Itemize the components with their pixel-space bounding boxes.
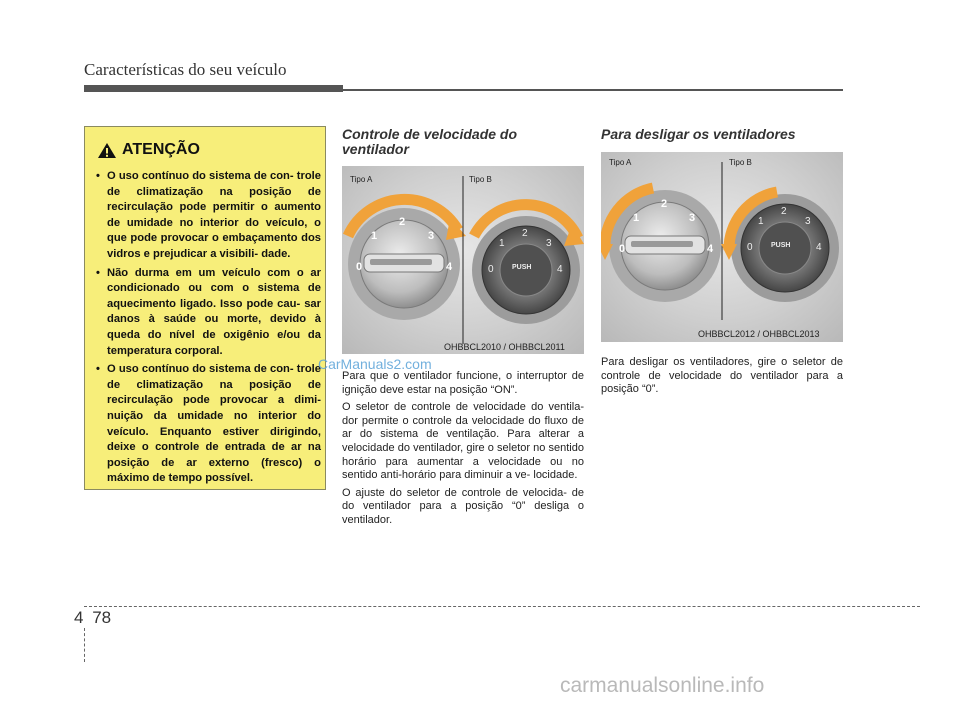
warning-item: • O uso contínuo do sistema de con- trole de climatização na posição de recirculação pode permitir o aumento de umidade no interior do veículo, o que pode provocar o embaçamento dos vidros e prejudicar a visibili- dade. xyxy=(93,169,321,263)
knob-b-number-2: 2 xyxy=(522,228,528,239)
knob-a-number-1: 1 xyxy=(633,212,640,224)
knob-a-number-4: 4 xyxy=(707,243,714,255)
photo-code: OHBBCL2012 / OHBBCL2013 xyxy=(698,329,820,339)
knob-a-number-0: 0 xyxy=(619,243,626,255)
warning-box xyxy=(84,126,326,490)
knob-a-number-1: 1 xyxy=(371,230,378,242)
knob-a-number-2: 2 xyxy=(661,198,668,210)
footer-vertical-rule xyxy=(84,628,85,662)
type-a-label: Tipo A xyxy=(609,158,632,167)
warning-triangle-icon xyxy=(97,142,117,159)
knob-b-number-3: 3 xyxy=(546,238,552,249)
type-b-label: Tipo B xyxy=(729,158,752,167)
knob-b-number-0: 0 xyxy=(747,242,753,253)
knob-a-number-0: 0 xyxy=(356,261,363,273)
paragraph: O ajuste do seletor de controle de velocida- de do ventilador para a posição “0” desliga o ventilador. xyxy=(342,486,584,526)
paragraph: Para desligar os ventiladores, gire o seletor de controle de velocidade do ventilador para a posição “0”. xyxy=(601,356,843,396)
watermark-top: CarManuals2.com xyxy=(318,356,432,372)
knob-b-number-4: 4 xyxy=(816,242,822,253)
type-a-label: Tipo A xyxy=(350,175,373,184)
knob-a-number-4: 4 xyxy=(446,261,453,273)
header-rule-thick xyxy=(84,85,343,92)
type-b-label: Tipo B xyxy=(469,175,492,184)
warning-item: • O uso contínuo do sistema de con- trole de climatização na posição de recirculação pode provocar a dimi- nuição da umidade no interior do veículo. Enquanto estiver dirigindo, deixe o controle de entrada de ar na posição de ar externo (fresco) o máximo de tempo possível. xyxy=(93,362,321,487)
knob-a-number-2: 2 xyxy=(399,216,406,228)
photo-code: OHBBCL2010 / OHBBCL2011 xyxy=(444,342,565,352)
fan-speed-heading: Controle de velocidade do ventilador xyxy=(342,126,518,157)
warning-title: ATENÇÃO xyxy=(122,141,200,158)
paragraph: O seletor de controle de velocidade do ventila- dor permite o controle da velocidade do fluxo de ar do sistema de ventilação. Para alterar a velocidade do ventilador, gire o seletor no sentido horário para aumentar a velocidade ou no sentido anti-horário para diminuir a ve- locidade. xyxy=(342,401,584,482)
knob-a-number-3: 3 xyxy=(689,212,696,224)
fan-off-text xyxy=(601,356,843,401)
knob-a-number-3: 3 xyxy=(428,230,435,242)
page-header-title: Características do seu veículo xyxy=(84,60,287,79)
paragraph: Para que o ventilador funcione, o interruptor de ignição deve estar na posição “ON”. xyxy=(342,370,584,396)
push-button-label: PUSH xyxy=(512,264,532,271)
page-number xyxy=(74,608,111,628)
knob-b-number-0: 0 xyxy=(488,264,494,275)
push-button-label: PUSH xyxy=(771,242,791,249)
knob-b-number-1: 1 xyxy=(758,216,764,227)
watermark-bottom: carmanualsonline.info xyxy=(560,674,765,697)
knob-b-number-4: 4 xyxy=(557,264,563,275)
knob-b-number-1: 1 xyxy=(499,238,505,249)
header-rule-thin xyxy=(343,89,843,91)
warning-header xyxy=(97,141,200,159)
fan-off-knobs-illustration xyxy=(601,152,843,342)
fan-speed-text xyxy=(342,370,584,532)
knob-b-number-2: 2 xyxy=(781,206,787,217)
fan-speed-photo xyxy=(342,166,584,354)
page-section: 4 xyxy=(74,608,84,627)
knob-b-number-3: 3 xyxy=(805,216,811,227)
warning-item: • Não durma em um veículo com o ar condicionado ou com o sistema de aquecimento ligado. Isso pode cau- sar danos à saúde ou morte, devido à queda do nível de oxigênio e/ou da temperatura corporal. xyxy=(93,266,321,360)
fan-knobs-illustration xyxy=(342,166,584,354)
fan-off-heading: Para desligar os ventiladores xyxy=(601,126,796,142)
warning-list xyxy=(93,169,321,490)
fan-off-photo xyxy=(601,152,843,342)
page-index: 78 xyxy=(92,608,112,627)
footer-rule xyxy=(84,606,920,607)
